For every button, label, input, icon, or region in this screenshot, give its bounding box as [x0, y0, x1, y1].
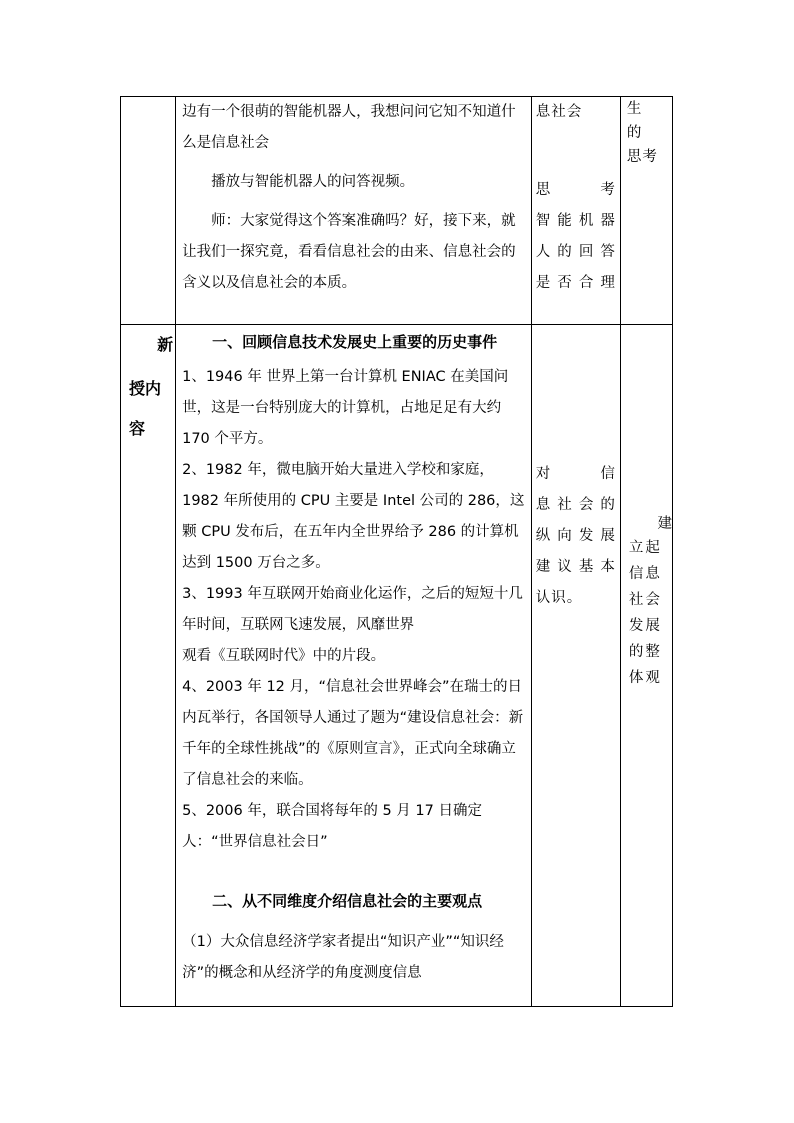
design-text: 息社会	[535, 104, 583, 120]
activity-text: 思考	[626, 149, 658, 165]
design-text: 对 信	[535, 466, 616, 482]
list-item: 2、1982 年，微电脑开始大量进入学校和家庭，1982 年所使用的 CPU 主要是 Intel 公司的 286，这颗 CPU 发布后，在五年内全世界给予 286 的计算机达到 1500 万台之多。	[182, 462, 525, 571]
list-item: 5、2006 年，联合国将每年的 5 月 17 日确定人：“世界信息社会日”	[182, 803, 482, 850]
lesson-plan-table	[120, 96, 673, 1007]
table-row	[121, 97, 673, 325]
section-label: 容	[129, 419, 146, 438]
design-text: 思 考	[535, 182, 616, 198]
table-row	[121, 325, 673, 1007]
paragraph: 师：大家觉得这个答案准确吗？好，接下来，就让我们一探究竟，看看信息社会的由来、信息社会的含义以及信息社会的本质。	[182, 213, 516, 291]
student-activity-cell	[620, 325, 672, 1007]
design-intent-cell	[531, 325, 620, 1007]
teaching-process-cell	[176, 325, 532, 1007]
section-label: 新	[157, 335, 174, 354]
design-text: 智能机器	[535, 213, 616, 229]
section-label: 授内	[129, 379, 162, 398]
list-item: 1、1946 年 世界上第一台计算机 ENIAC 在美国问世，这是一台特别庞大的计算机，占地足足有大约 170 个平方。	[182, 369, 509, 447]
list-item: 观看《互联网时代》中的片段。	[182, 648, 386, 664]
student-activity-cell	[620, 97, 672, 325]
list-item: （1）大众信息经济学家者提出“知识产业”“知识经济”的概念和从经济学的角度测度信息	[182, 934, 504, 981]
list-item: 3、1993 年互联网开始商业化运作，之后的短短十几年时间，互联网飞速发展，风靡世界	[182, 586, 523, 633]
activity-text: 建	[657, 516, 672, 532]
design-text: 建议基本	[535, 559, 616, 575]
design-intent-cell	[531, 97, 620, 325]
section-heading: 一、回顾信息技术发展史上重要的历史事件	[212, 333, 498, 351]
teaching-process-cell	[176, 97, 532, 325]
design-text: 纵向发展	[535, 528, 616, 544]
paragraph: 边有一个很萌的智能机器人，我想问问它知不知道什么是信息社会	[182, 104, 516, 151]
design-text: 人的回答	[535, 244, 616, 260]
activity-text: 立起信息社会发展的整体观	[628, 540, 662, 686]
section-label-cell	[121, 97, 176, 325]
design-text: 是否合理	[535, 275, 616, 291]
paragraph: 播放与智能机器人的问答视频。	[211, 174, 415, 190]
section-label-cell	[121, 325, 176, 1007]
section-heading: 二、从不同维度介绍信息社会的主要观点	[212, 892, 483, 910]
design-text: 息社会的	[535, 497, 616, 513]
activity-text: 生的	[626, 101, 648, 141]
design-text: 认识。	[535, 590, 583, 606]
list-item: 4、2003 年 12 月，“信息社会世界峰会”在瑞士的日内瓦举行，各国领导人通过了题为“建设信息社会：新千年的全球性挑战”的《原则宣言》，正式向全球确立了信息社会的来临。	[182, 679, 524, 788]
